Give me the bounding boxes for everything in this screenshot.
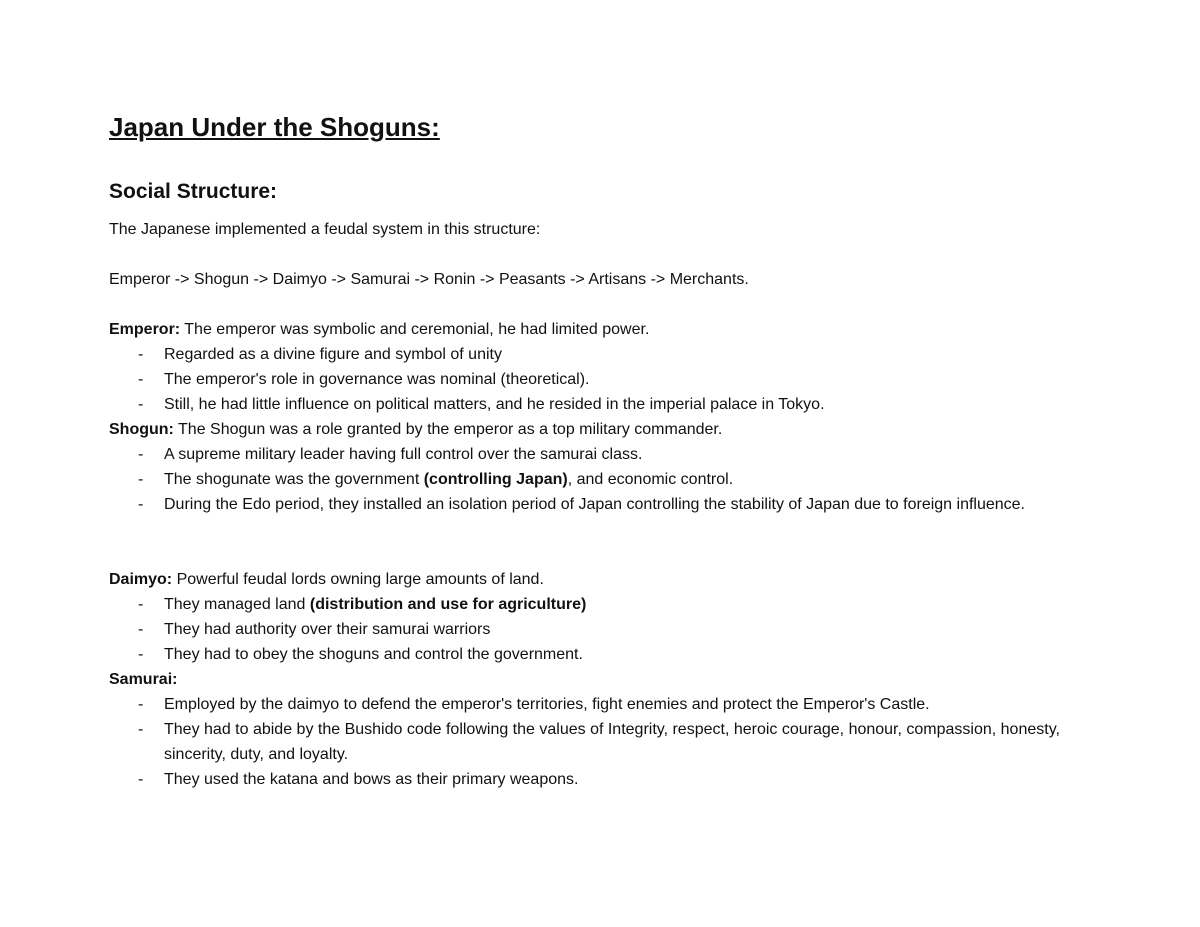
bullet-dash: - <box>138 596 144 613</box>
shogun-label: Shogun: <box>109 421 174 438</box>
shogun-bullet-3: During the Edo period, they installed an isolation period of Japan controlling the stability of Japan due to foreign influence. <box>164 496 1025 513</box>
shogun-text: The Shogun was a role granted by the emperor as a top military commander. <box>173 421 723 438</box>
samurai-bullet-3: They used the katana and bows as their primary weapons. <box>164 771 579 788</box>
bullet-dash: - <box>138 621 144 638</box>
bullet-dash: - <box>138 771 144 788</box>
daimyo-bullet-3: They had to obey the shoguns and control the government. <box>164 646 583 663</box>
bullet-dash: - <box>138 721 144 738</box>
bullet-dash: - <box>138 396 144 413</box>
emperor-bullet-3: Still, he had little influence on political matters, and he resided in the imperial palace in Tokyo. <box>164 396 825 413</box>
emperor-label: Emperor: <box>109 321 181 338</box>
intro-text: The Japanese implemented a feudal system in this structure: <box>109 221 541 238</box>
shogun-bullet-2-post: , and economic control. <box>567 471 734 488</box>
daimyo-bullet-1 <box>164 592 1124 617</box>
daimyo-paragraph <box>109 567 544 592</box>
samurai-bullet-1: Employed by the daimyo to defend the emperor's territories, fight enemies and protect the Emperor's Castle. <box>164 696 930 713</box>
emperor-bullet-1: Regarded as a divine figure and symbol of unity <box>164 346 502 363</box>
document-title: Japan Under the Shoguns: <box>109 112 440 142</box>
shogun-bullet-2-bold: (controlling Japan) <box>423 471 568 488</box>
daimyo-bullet-1-pre: They managed land <box>164 596 310 613</box>
bullet-dash: - <box>138 496 144 513</box>
emperor-text: The emperor was symbolic and ceremonial, he had limited power. <box>180 321 650 338</box>
shogun-bullet-2-pre: The shogunate was the government <box>164 471 424 488</box>
shogun-paragraph <box>109 417 722 442</box>
bullet-dash: - <box>138 471 144 488</box>
daimyo-bullet-1-bold: (distribution and use for agriculture) <box>309 596 587 613</box>
daimyo-label: Daimyo: <box>109 571 173 588</box>
emperor-bullet-2: The emperor's role in governance was nominal (theoretical). <box>164 371 590 388</box>
bullet-dash: - <box>138 446 144 463</box>
section-heading: Social Structure: <box>109 180 278 203</box>
daimyo-bullet-2: They had authority over their samurai warriors <box>164 621 491 638</box>
samurai-bullet-2: They had to abide by the Bushido code following the values of Integrity, respect, heroic courage, honour, compassion, honesty, sincerity, duty, and loyalty. <box>164 721 1060 763</box>
samurai-label: Samurai: <box>109 671 178 688</box>
emperor-paragraph <box>109 317 649 342</box>
document-page <box>109 108 1139 788</box>
bullet-dash: - <box>138 346 144 363</box>
hierarchy-text: Emperor -> Shogun -> Daimyo -> Samurai -> Ronin -> Peasants -> Artisans -> Merchants. <box>109 271 749 288</box>
daimyo-text: Powerful feudal lords owning large amounts of land. <box>172 571 544 588</box>
shogun-bullet-1: A supreme military leader having full control over the samurai class. <box>164 446 643 463</box>
shogun-bullet-2 <box>164 467 1124 492</box>
bullet-dash: - <box>138 696 144 713</box>
samurai-paragraph <box>109 667 177 692</box>
bullet-dash: - <box>138 646 144 663</box>
bullet-dash: - <box>138 371 144 388</box>
